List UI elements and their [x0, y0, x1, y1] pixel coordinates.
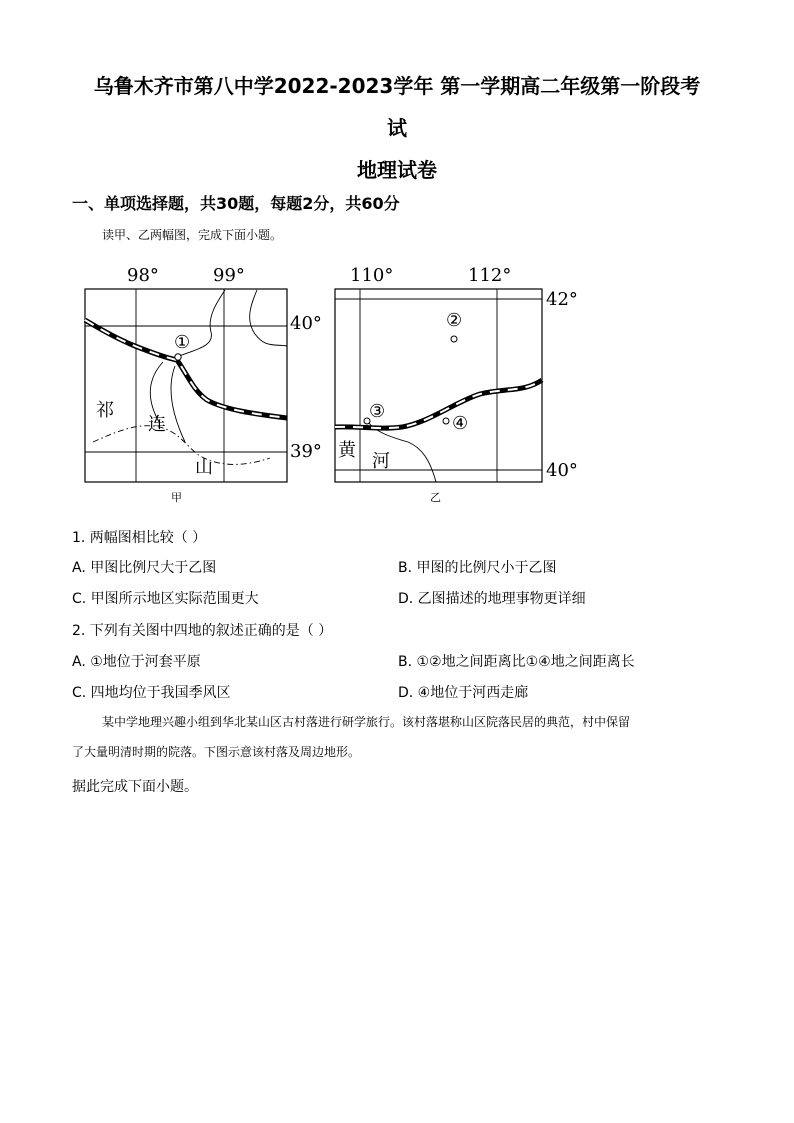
map-yi-caption: 乙 — [430, 491, 441, 504]
section-heading: 一、单项选择题，共30题，每题2分，共60分 — [72, 194, 400, 213]
question-2-stem: 2. 下列有关图中四地的叙述正确的是（ ） — [72, 623, 333, 639]
point-4-label: ④ — [452, 413, 469, 434]
point-4-marker — [443, 418, 449, 424]
river-char-he: 河 — [372, 451, 390, 472]
question-1-option-a: A. 甲图比例尺大于乙图 — [72, 560, 217, 576]
subject-title: 地理试卷 — [357, 158, 437, 182]
boundary-line — [93, 426, 270, 465]
point-2-marker — [451, 336, 457, 342]
point-3-label: ③ — [369, 401, 386, 422]
question-1-option-c: C. 甲图所示地区实际范围更大 — [72, 591, 259, 607]
lon-label-112: 112° — [468, 265, 512, 286]
passage-line-2: 了大量明清时期的院落。下图示意该村落及周边地形。 — [72, 745, 361, 759]
river-line — [150, 362, 163, 422]
map-yi — [330, 262, 600, 506]
lon-label-110: 110° — [350, 265, 394, 286]
map-yi-frame — [335, 289, 542, 482]
question-2-option-b: B. ①②地之间距离比①④地之间距离长 — [398, 654, 635, 670]
map-jia — [75, 262, 335, 506]
lat-label-39: 39° — [290, 441, 322, 462]
place-char-qi: 祁 — [96, 400, 114, 421]
point-1-marker — [175, 354, 181, 360]
intro-text: 读甲、乙两幅图，完成下面小题。 — [102, 228, 283, 242]
page-title-continued: 试 — [387, 116, 407, 140]
point-1-label: ① — [174, 332, 191, 353]
question-2-option-c: C. 四地均位于我国季风区 — [72, 685, 231, 701]
map-jia-caption: 甲 — [171, 491, 182, 504]
place-char-shan: 山 — [195, 457, 213, 478]
page-title: 乌鲁木齐市第八中学2022-2023学年 第一学期高二年级第一阶段考 — [93, 74, 701, 98]
lat-label-40: 40° — [290, 313, 322, 334]
question-2-option-a: A. ①地位于河套平原 — [72, 654, 201, 670]
lon-label-99: 99° — [213, 265, 245, 286]
passage-line-1: 某中学地理兴趣小组到华北某山区古村落进行研学旅行。该村落堪称山区院落民居的典范，村中保留 — [102, 715, 631, 729]
lon-label-98: 98° — [127, 265, 159, 286]
lat-label-42: 42° — [546, 289, 578, 310]
map-jia-frame — [85, 289, 287, 482]
question-2-option-d: D. ④地位于河西走廊 — [398, 685, 529, 701]
lat-label-40: 40° — [546, 460, 578, 481]
point-2-label: ② — [446, 310, 463, 331]
river-char-huang: 黄 — [338, 440, 356, 461]
question-1-option-b: B. 甲图的比例尺小于乙图 — [398, 560, 557, 576]
passage-instruction: 据此完成下面小题。 — [72, 779, 198, 795]
place-char-lian: 连 — [148, 414, 166, 435]
question-1-option-d: D. 乙图描述的地理事物更详细 — [398, 591, 586, 607]
question-1-stem: 1. 两幅图相比较（ ） — [72, 530, 207, 546]
river-line — [250, 290, 287, 346]
river-line — [171, 366, 185, 442]
